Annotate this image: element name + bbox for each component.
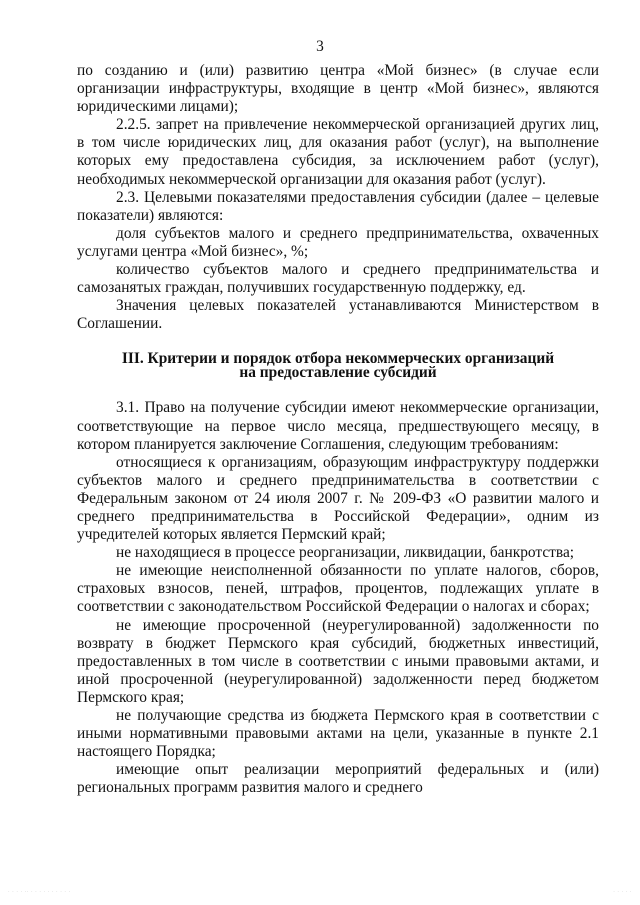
paragraph-infrastructure: относящиеся к организациям, образующим инфраструктуру поддержки субъектов малого и среднего предпринимательства в соответствии с Федеральным законом от 24 июля 2007 г. № 209-ФЗ «О развитии малого и среднего предпринимательства в Российской Федерации», одним из учредителей которых является Пермский край; <box>77 453 599 544</box>
footer-scan-mark-left: · · · · ·· · · · · · · · · · · <box>8 888 71 895</box>
paragraph-debt: не имеющие просроченной (неурегулированной) задолженности по возврату в бюджет Пермского края субсидий, бюджетных инвестиций, предоставленных в том числе в соответствии с иными правовыми актами, и иной просроченной (неурегулированной) задолженности перед бюджетом Пермского края; <box>77 616 599 706</box>
paragraph-reorganization: не находящиеся в процессе реорганизации, ликвидации, банкротства; <box>116 544 575 562</box>
footer-scan-mark-right: · · · · · <box>613 888 632 895</box>
paragraph-budget-funds: не получающие средства из бюджета Пермского края в соответствии с иными нормативными правовыми актами на цели, указанные в пункте 2.1 настоящего Порядка; <box>77 707 599 761</box>
page-number: 3 <box>316 38 324 55</box>
paragraph-target-values: Значения целевых показателей устанавливаются Министерством в Соглашении. <box>77 297 599 333</box>
paragraph-taxes: не имеющие неисполненной обязанности по уплате налогов, сборов, страховых взносов, пеней, штрафов, процентов, подлежащих уплате в соответствии с законодательством Российской Федерации о налогах и сборах; <box>77 562 599 616</box>
paragraph-experience: имеющие опыт реализации мероприятий федеральных и (или) региональных программ развития малого и среднего <box>77 761 599 797</box>
section-heading <box>77 352 599 380</box>
paragraph-target-share: доля субъектов малого и среднего предпринимательства, охваченных услугами центра «Мой бизнес», %; <box>77 224 599 260</box>
paragraph-2-2-5: 2.2.5. запрет на привлечение некоммерческой организацией других лиц, в том числе юридических лиц, для оказания работ (услуг), на выполнение которых ему предоставлена субсидия, за исключением работ (услуг), необходимых некоммерческой организации для оказания работ (услуг). <box>77 116 599 188</box>
paragraph-2-3: 2.3. Целевыми показателями предоставления субсидии (далее – целевые показатели) являются: <box>77 188 599 224</box>
paragraph-continuation: по созданию и (или) развитию центра «Мой бизнес» (в случае если организации инфраструктуры, входящие в центр «Мой бизнес», являются юридическими лицами); <box>77 62 599 116</box>
paragraph-3-1: 3.1. Право на получение субсидии имеют некоммерческие организации, соответствующие на первое число месяца, предшествующего месяцу, в котором планируется заключение Соглашения, следующим требованиям: <box>77 399 599 453</box>
document-body <box>77 62 599 797</box>
paragraph-target-count: количество субъектов малого и среднего предпринимательства и самозанятых граждан, получивших государственную поддержку, ед. <box>77 261 599 297</box>
footer-scan-mark <box>8 883 632 901</box>
section-heading-line-1: III. Критерии и порядок отбора некоммерческих организаций <box>121 350 555 368</box>
section-heading-line-2: на предоставление субсидий <box>239 364 437 382</box>
